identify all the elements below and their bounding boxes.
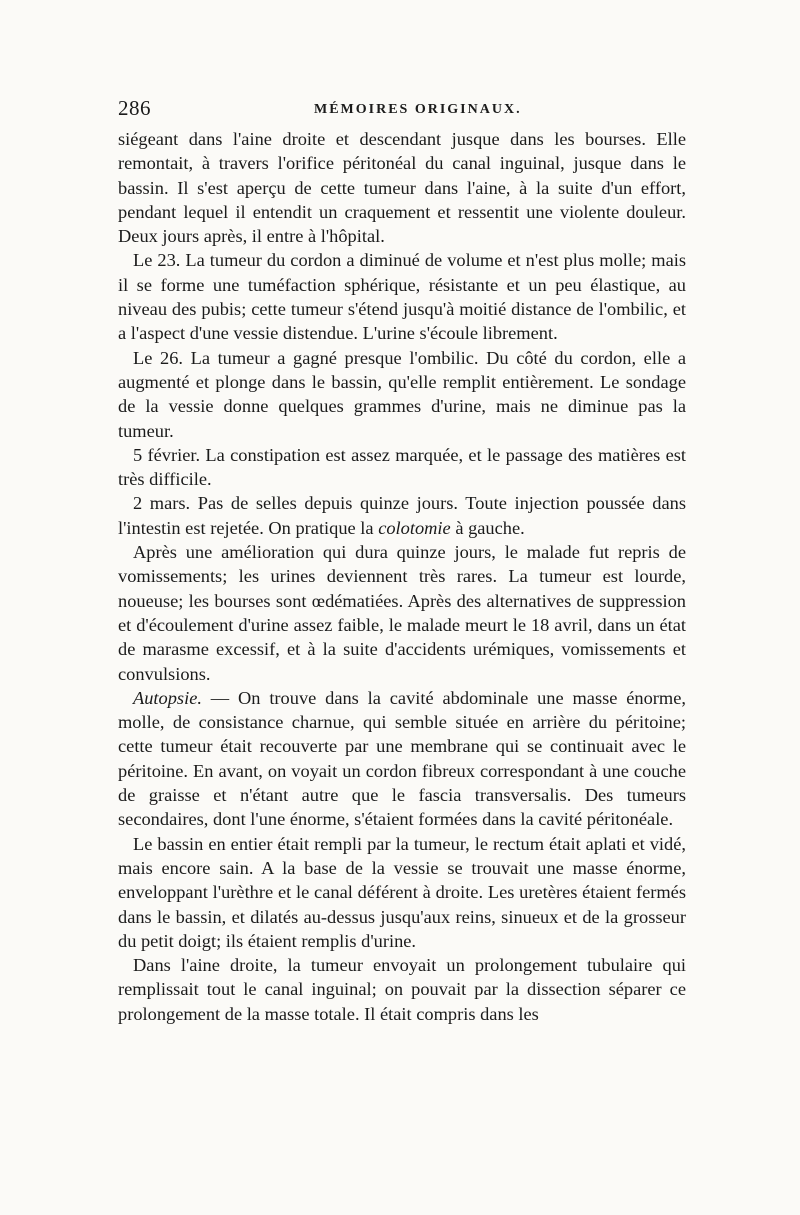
body-text: [118, 127, 686, 1026]
paragraph-8: [118, 832, 686, 953]
paragraph-text: 2 mars. Pas de selles depuis quinze jours. Toute injection poussée dans l'intestin est rejetée. On pratique la: [118, 493, 686, 538]
paragraph-text: Dans l'aine droite, la tumeur envoyait un prolongement tubulaire qui remplissait tout le canal inguinal; on pouvait par la dissection séparer ce prolongement de la masse totale. Il était compris dans les: [118, 955, 686, 1024]
paragraph-text: siégeant dans l'aine droite et descendant jusque dans les bourses. Elle remontait, à travers l'orifice péritonéal du canal inguinal, jusque dans le bassin. Il s'est aperçu de cette tumeur dans l'aine, à la suite d'un effort, pendant lequel il entendit un craquement et ressentit une violente douleur. Deux jours après, il entre à l'hôpital.: [118, 129, 686, 247]
paragraph-4: [118, 443, 686, 492]
paragraph-1: [118, 127, 686, 248]
paragraph-6: [118, 540, 686, 686]
page-header: [118, 96, 698, 124]
italic-term: colotomie: [378, 517, 451, 538]
paragraph-9: [118, 953, 686, 1026]
paragraph-7: [118, 686, 686, 832]
paragraph-text: 5 février. La constipation est assez marquée, et le passage des matières est très difficile.: [118, 444, 686, 490]
paragraph-text: Le bassin en entier était rempli par la tumeur, le rectum était aplati et vidé, mais encore sain. A la base de la vessie se trouvait une masse énorme, enveloppant l'urèthre et le canal déférent à droite. Les uretères étaient fermés dans le bassin, et dilatés au-dessus jusqu'aux reins, sinueux et de la grosseur du petit doigt; ils étaient remplis d'urine.: [118, 833, 686, 951]
paragraph-text: Le 23. La tumeur du cordon a diminué de volume et n'est plus molle; mais il se forme une tuméfaction sphérique, résistante et un peu élastique, au niveau des pubis; cette tumeur s'étend jusqu'à moitié distance de l'ombilic, et a l'aspect d'une vessie distendue. L'urine s'écoule librement.: [118, 250, 686, 344]
running-head: MÉMOIRES ORIGINAUX.: [314, 102, 522, 117]
paragraph-3: [118, 346, 686, 443]
paragraph-text: à gauche.: [450, 517, 525, 538]
paragraph-text: Le 26. La tumeur a gagné presque l'ombilic. Du côté du cordon, elle a augmenté et plonge dans le bassin, qu'elle remplit entièrement. Le sondage de la vessie donne quelques grammes d'urine, mais ne diminue pas la tumeur.: [118, 347, 686, 441]
italic-heading: Autopsie.: [133, 687, 202, 708]
page-number: 286: [118, 96, 151, 120]
paragraph-2: [118, 248, 686, 345]
paragraph-text: Après une amélioration qui dura quinze jours, le malade fut repris de vomissements; les urines deviennent très rares. La tumeur est lourde, noueuse; les bourses sont œdématiées. Après des alternatives de suppression et d'écoulement d'urine assez faible, le malade meurt le 18 avril, dans un état de marasme excessif, et à la suite d'accidents urémiques, vomissements et convulsions.: [118, 542, 686, 684]
paragraph-5: [118, 491, 686, 540]
paragraph-text: — On trouve dans la cavité abdominale une masse énorme, molle, de consistance charnue, qui semble située en arrière du péritoine; cette tumeur était recouverte par une membrane qui se continuait avec le péritoine. En avant, on voyait un cordon fibreux correspondant à une couche de graisse et n'étant autre que le fascia transversalis. Des tumeurs secondaires, dont l'une énorme, s'étaient formées dans la cavité péritonéale.: [118, 687, 686, 830]
